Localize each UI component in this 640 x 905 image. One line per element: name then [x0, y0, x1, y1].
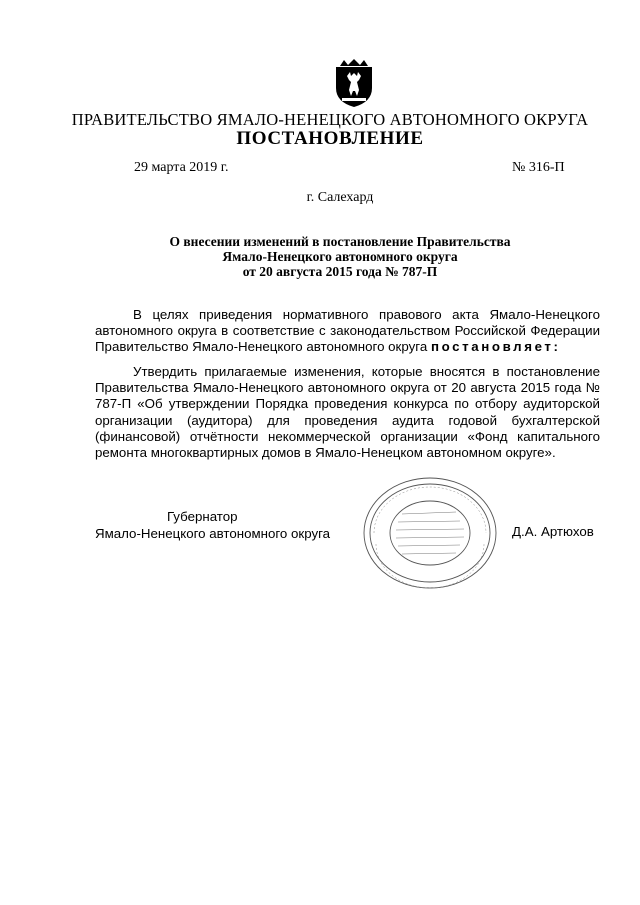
- title-line-3: от 20 августа 2015 года № 787-П: [242, 264, 438, 279]
- signatory-position: [95, 508, 330, 542]
- document-date: 29 марта 2019 г.: [134, 160, 229, 175]
- decree-word: постановляет: [430, 339, 554, 355]
- preamble-paragraph: [95, 307, 600, 356]
- document-number: № 316-П: [512, 160, 565, 175]
- preamble-text: В целях приведения нормативного правового акта Ямало-Ненецкого автономного округа в соответствие с законодательством Российской Федерации Правительство Ямало-Ненецкого автономного округа: [95, 307, 600, 355]
- resolution-paragraph: [95, 364, 600, 461]
- resolution-text: Утвердить прилагаемые изменения, которые вносятся в постановление Правительства Ямало-Ненецкого автономного округа от 20 августа 2015 года № 787-П «Об утверждении Порядка проведения конкурса по отбору аудиторской организации (аудитора) для проведения аудита годовой бухгалтерской (финансовой) отчётности некоммерческой организации «Фонд капитального ремонта многоквартирных домов в Ямало-Ненецком автономном округе».: [95, 364, 600, 461]
- title-line-2: Ямало-Ненецкого автономного округа: [222, 249, 458, 264]
- position-line-1: Губернатор: [167, 509, 238, 524]
- title-line-1: О внесении изменений в постановление Правительства: [169, 234, 511, 249]
- yamal-nenets-coat-of-arms-icon: [332, 58, 376, 108]
- document-type: ПОСТАНОВЛЕНИЕ: [236, 128, 424, 149]
- organization-name: ПРАВИТЕЛЬСТВО ЯМАЛО-НЕНЕЦКОГО АВТОНОМНОГО ОКРУГА: [71, 110, 589, 129]
- decree-colon: :: [553, 339, 558, 355]
- document-title: [100, 234, 580, 279]
- document-city: г. Салехард: [306, 190, 374, 205]
- signatory-name: Д.А. Артюхов: [512, 524, 594, 539]
- official-seal-stamp-icon: [360, 474, 500, 592]
- position-line-2: Ямало-Ненецкого автономного округа: [95, 526, 331, 541]
